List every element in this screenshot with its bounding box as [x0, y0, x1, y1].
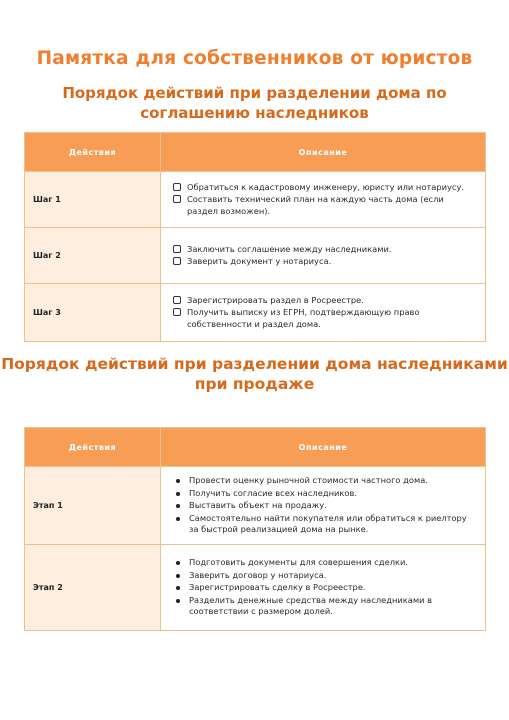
main-title: Памятка для собственников от юристов [36, 48, 473, 69]
table-row [25, 172, 486, 228]
bullet-icon [176, 504, 180, 508]
list-item [173, 513, 477, 536]
bullet-icon [176, 492, 180, 496]
list-text: Провести оценку рыночной стоимости частного дома. [189, 475, 428, 486]
stage-description [161, 545, 486, 631]
table-header [25, 428, 486, 467]
checklist-text: Заверить документ у нотариуса. [187, 256, 332, 266]
checklist-item[interactable] [173, 244, 477, 256]
checkbox-icon[interactable] [173, 308, 181, 316]
list-text: Выставить объект на продажу. [189, 500, 327, 511]
stage-label: Этап 1 [25, 467, 161, 545]
bullet-icon [176, 586, 180, 590]
table-row [25, 545, 486, 631]
step-description [161, 284, 486, 342]
section2-title: Порядок действий при разделении дома наследниками при продаже [1, 355, 508, 393]
bullet-icon [176, 561, 180, 565]
step-label: Шаг 3 [25, 284, 161, 342]
checklist-text: Составить технический план на каждую часть дома (если раздел возможен). [187, 194, 444, 216]
checklist-text: Зарегистрировать раздел в Росреестре. [187, 294, 364, 305]
section1-title: Порядок действий при разделении дома по соглашению наследников [62, 84, 447, 122]
checklist-item[interactable] [173, 295, 477, 307]
checklist-text: Заключить соглашение между наследниками. [187, 243, 392, 254]
header-actions: Действия [25, 428, 161, 467]
checkbox-icon[interactable] [173, 296, 181, 304]
list-item [173, 488, 477, 500]
header-actions: Действия [25, 133, 161, 172]
bullet-icon [176, 599, 180, 603]
step-description [161, 172, 486, 228]
stage-label: Этап 2 [25, 545, 161, 631]
list-item [173, 500, 477, 512]
checklist-text: Получить выписку из ЕГРН, подтверждающую право собственности и раздел дома. [187, 307, 420, 329]
checklist-text: Обратиться к кадастровому инженеру, юристу или нотариусу. [187, 181, 464, 192]
list-text: Разделить денежные средства между наследниками в соответствии с размером долей. [189, 594, 433, 617]
list-item [173, 595, 477, 618]
list-item [173, 557, 477, 569]
bullet-icon [176, 479, 180, 483]
checklist-item[interactable] [173, 182, 477, 194]
checkbox-icon[interactable] [173, 257, 181, 265]
list-item [173, 475, 477, 487]
list-text: Самостоятельно найти покупателя или обратиться к риелтору за быстрой реализацией дома на рынке. [189, 512, 467, 535]
checklist-item[interactable] [173, 256, 477, 268]
list-item [173, 570, 477, 582]
stage-description [161, 467, 486, 545]
list-text: Зарегистрировать сделку в Росреестре. [189, 582, 366, 593]
list-text: Заверить договор у нотариуса. [189, 569, 327, 580]
list-text: Подготовить документы для совершения сделки. [189, 557, 409, 568]
table-header [25, 133, 486, 172]
step-label: Шаг 1 [25, 172, 161, 228]
checkbox-icon[interactable] [173, 245, 181, 253]
step-description [161, 228, 486, 284]
list-item [173, 582, 477, 594]
table-row [25, 284, 486, 342]
checkbox-icon[interactable] [173, 183, 181, 191]
header-description: Описание [161, 428, 486, 467]
bullet-icon [176, 517, 180, 521]
steps-table [24, 132, 486, 342]
checkbox-icon[interactable] [173, 195, 181, 203]
list-text: Получить согласие всех наследников. [189, 487, 358, 498]
table-row [25, 467, 486, 545]
table-row [25, 228, 486, 284]
step-label: Шаг 2 [25, 228, 161, 284]
bullet-icon [176, 574, 180, 578]
header-description: Описание [161, 133, 486, 172]
stages-table [24, 427, 486, 631]
checklist-item[interactable] [173, 307, 477, 330]
checklist-item[interactable] [173, 194, 477, 217]
